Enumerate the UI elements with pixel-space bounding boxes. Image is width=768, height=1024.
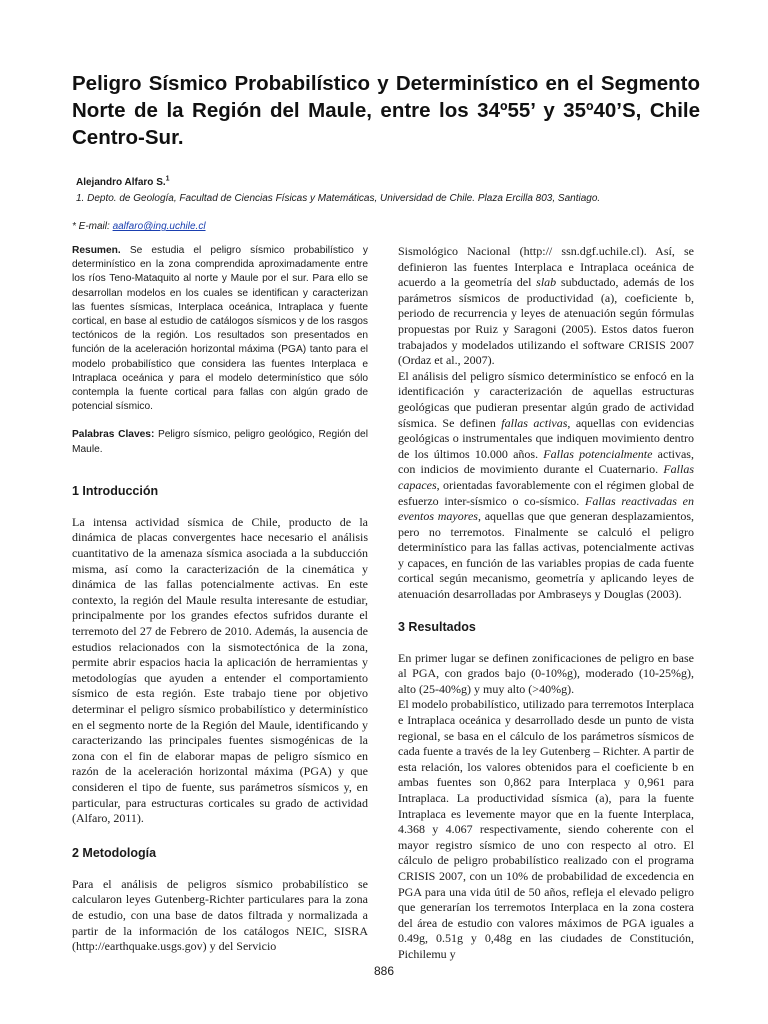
keywords-text: Peligro sísmico, peligro geológico, Región del Maule. (72, 429, 368, 455)
contact-email (72, 221, 472, 232)
term-fallas-capaces: Fallas capaces (398, 462, 694, 492)
method-text-2: subductado, además de los parámetros sísmicos de productividad (a), coeficiente b, periodo de recurrencia y leyes de atenuación según fórmulas propuestas por Ruiz y Saragoni (2005). Estos datos fueron trabajados y modelados utilizando el software CRISIS 2007 (Ordaz et al., 2007). (398, 275, 695, 368)
method-paragraph-continued (398, 244, 694, 369)
keywords (72, 428, 368, 456)
author-affiliation-marker: 1 (165, 175, 170, 183)
results-paragraph-1: En primer lugar se definen zonificaciones de peligro en base al PGA, con grados bajo (0-10%g), moderado (10-25%g), alto (25-40%g) y muy alto (>40%g). (398, 650, 694, 696)
author-name (76, 177, 170, 188)
det-text-5: , aquellas que que generan desplazamientos, pero no terremotos. Finalmente se calculó el peligro determinístico para las fallas activas, potencialmente activas y capaces, en función de las variables propias de cada fuente cortical según mecanismo, geometría y aplicando leyes de atenuación desarrolladas por Ambraseys y Douglas (2003). (398, 509, 694, 602)
abstract-label: Resumen. (72, 245, 121, 256)
right-column (398, 244, 694, 963)
email-label: * E-mail: (72, 221, 113, 232)
section-heading-metodologia: 2 Metodología (72, 845, 157, 860)
abstract-text: Se estudia el peligro sísmico probabilístico y determinístico en la zona comprendida aproximadamente entre los ríos Teno-Mataquito al norte y Maule por el sur. Para ello se desarrollan modelos en los cuales se identifican y caracterizan las fuentes sísmicas, Interplaca oceánica, Intraplaca y fuente cortical, en base al estudio de catálogos sísmicos y de los rasgos tectónicos de la región. Los resultados son presentados en función de la aceleración horizontal máxima (PGA) tanto para el modelo probabilístico que considera las fuentes Interplaca e Intraplaca oceánica y para el modelo determinístico que sólo contempla la fuente cortical para fallas con algún grado de potencial sísmico. (72, 245, 368, 413)
section-heading-resultados: 3 Resultados (398, 619, 476, 634)
method-text-1: Sismológico Nacional (http:// ssn.dgf.uchile.cl). Así, se definieron las fuentes Interplaca e Intraplaca oceánica de acuerdo a la geometría del (398, 244, 694, 290)
intro-paragraph: La intensa actividad sísmica de Chile, producto de la dinámica de placas convergentes hace necesario el análisis cuantitativo de la amenaza sísmica asociada a la subducción misma, así como la caracterización de la cinemática y dinámica de las fallas potencialmente activas. En este contexto, la región del Maule resulta interesante de estudiar, principalmente por los grandes efectos sufridos durante el terremoto del 27 de Febrero de 2010. Además, la ausencia de estudios relacionados con la sismotectónica de la zona, permite abrir espacios hacia la aplicación de herramientas y metodologías que ayuden a entender el comportamiento sísmico de esta región. Este trabajo tiene por objetivo determinar el peligro sísmico probabilístico y determinístico en el segmento norte de la Región del Maule, identificando y caracterizando las principales fuentes sismogénicas de la zona con el fin de elaborar mapas de peligro sísmico en razón de la aceleración horizontal máxima (PGA) y que consideren el tipo de fuente, sus parámetros sísmicos y, en particular, para estructuras corticales su grado de actividad (Alfaro, 2011). (72, 514, 368, 826)
term-fallas-activas: fallas activas (501, 415, 568, 430)
method-term-slab: slab (536, 275, 557, 290)
term-fallas-potencialmente: Fallas potencialmente (543, 446, 653, 461)
section-heading-introduccion: 1 Introducción (72, 483, 159, 498)
page-number: 886 (373, 964, 395, 978)
det-text-3: activas, con indicios de movimiento durante el Cuaternario. (398, 446, 694, 477)
left-column (72, 244, 368, 955)
method-paragraph-start: Para el análisis de peligros sísmico probabilístico se calcularon leyes Gutenberg-Richter particulares para la zona de estudio, con una base de datos filtrada y normalizada a partir de la información de los catálogos NEIC, SISRA (http://earthquake.usgs.gov) y del Servicio (72, 876, 368, 954)
email-link[interactable]: aalfaro@ing.uchile.cl (112, 221, 206, 232)
abstract (72, 244, 368, 414)
det-text-2: , aquellas con evidencias geológicas o instrumentales que indiquen movimiento dentro de los últimos 10.000 años. (398, 415, 694, 461)
det-text-4: , orientadas favorablemente con el régimen global de esfuerzo inter-sísmico o co-sísmico. (398, 477, 694, 508)
results-paragraph-2: El modelo probabilístico, utilizado para terremotos Interplaca e Intraplaca oceánica y desarrollado desde un punto de vista regional, se basa en el cálculo de los parámetros sísmicos de cada fuente a través de la ley Gutenberg – Richter. A partir de esta relación, los valores obtenidos para el coeficiente b en ambas fuentes son 0,862 para Interplaca y 0,961 para Intraplaca. La productividad sísmica (a), para la fuente Intraplaca es levemente mayor que en la fuente Interplaca, 4.368 y 4.067 respectivamente, siendo coherente con el mayor registro sísmico de uno con respecto al otro. El cálculo de peligro probabilístico realizado con el programa CRISIS 2007, con un 10% de probabilidad de excedencia en PGA para una vida útil de 50 años, refleja el elevado peligro que generarían los terremotos Interplaca en la zona costera del área de estudio con valores máximos de PGA iguales a 0.49g, 0.51g y 0,48g en las ciudades de Constitución, Pichilemu y (398, 697, 694, 961)
det-text-1: El análisis del peligro sísmico determinístico se enfocó en la identificación y caracterización de aquellas estructuras geológicas que pudieran presentar algún grado de actividad sísmica. Se definen (398, 368, 694, 430)
method-paragraph-deterministic (398, 369, 694, 603)
author-block (76, 176, 696, 205)
term-fallas-reactivadas: Fallas reactivadas en eventos mayores (398, 493, 694, 524)
keywords-label: Palabras Claves: (72, 429, 155, 441)
paper-title: Peligro Sísmico Probabilístico y Determinístico en el Segmento Norte de la Región del Maule, entre los 34º55’ y 35º40’S, Chile Centro-Sur. (72, 72, 700, 149)
author-affiliation: 1. Depto. de Geología, Facultad de Ciencias Físicas y Matemáticas, Universidad de Chile. Plaza Ercilla 803, Santiago. (76, 193, 601, 204)
author-name-text: Alejandro Alfaro S. (76, 177, 166, 188)
